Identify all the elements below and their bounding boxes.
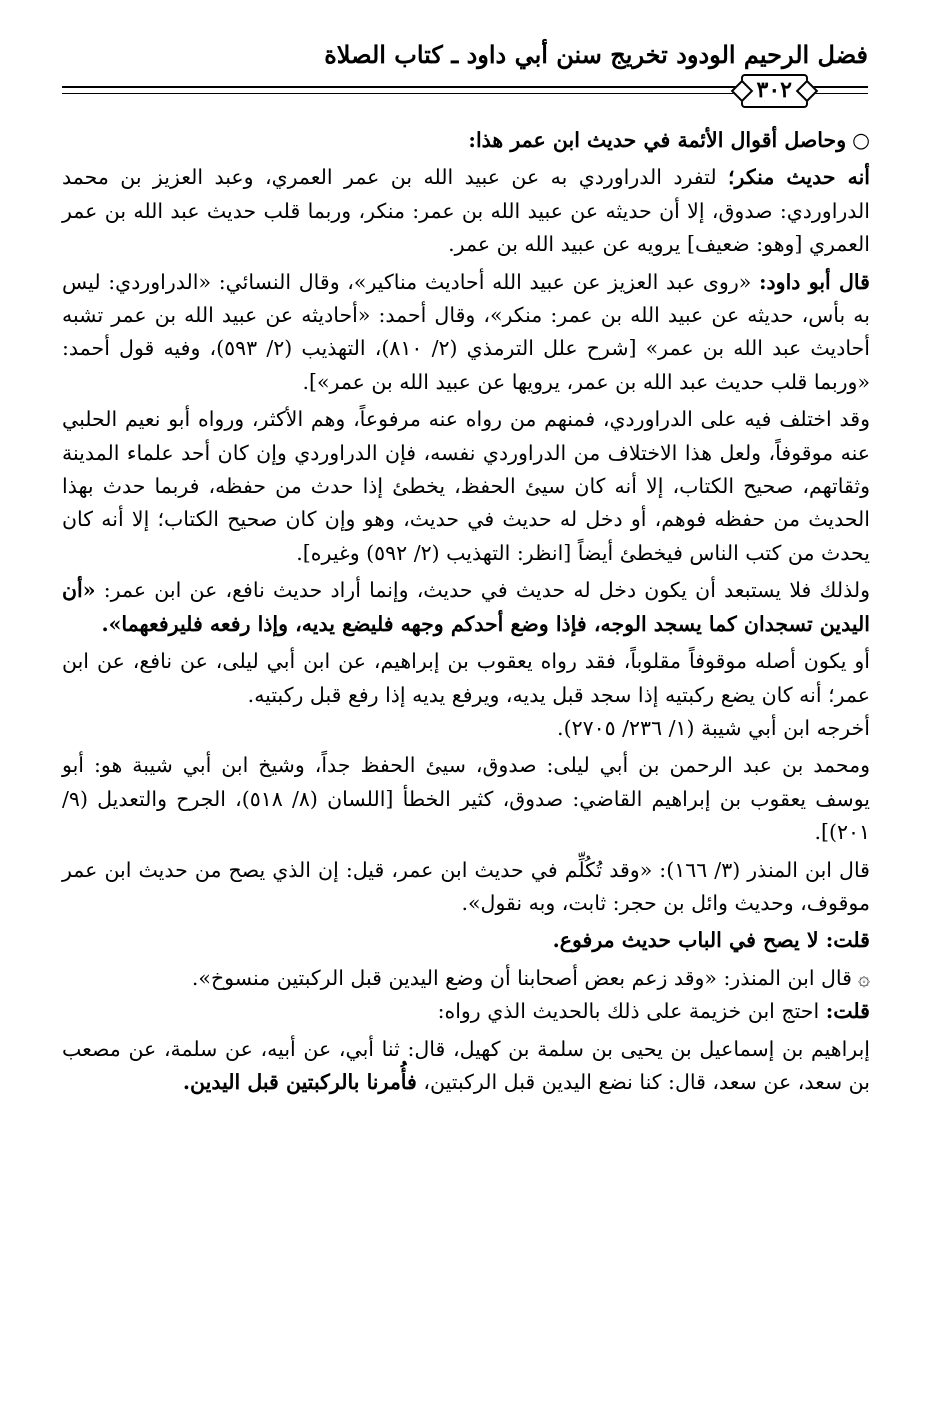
paragraph-text: قال ابن المنذر (٣/ ١٦٦): «وقد تُكُلِّم في حديث ابن عمر، قيل: إن الذي يصح من حديث ابن عمر موقوف، وحديث وائل بن حجر: ثابت، وبه نقول».: [62, 857, 870, 915]
paragraph: [62, 854, 870, 921]
paragraph-text: إبراهيم بن إسماعيل بن يحيى بن سلمة بن كهيل، قال: ثنا أبي، عن أبيه، عن سلمة، عن مصعب بن سعد، عن سعد، قال: كنا نضع اليدين قبل الركبتين،: [62, 1036, 870, 1094]
paragraph-text: وقد اختلف فيه على الدراوردي، فمنهم من رواه عنه مرفوعاً، وهم الأكثر، ورواه أبو نعيم الحلبي عنه موقوفاً، ولعل هذا الاختلاف من الدراوردي نفسه، فإن الدراوردي وإن كان أحد علماء المدينة وثقاتهم، صحيح الكتاب، إلا أنه كان سيئ الحفظ، يخطئ إذا حدث من حفظه، فربما حدث بهذا الحديث من حفظه فوهم، أو دخل له حديث في حديث، وهو وإن كان صحيح الكتاب؛ إلا أنه كان يحدث من كتب الناس فيخطئ أيضاً [انظر: التهذيب (٢/ ٥٩٢) وغيره].: [62, 407, 870, 565]
page-number-badge: [741, 74, 808, 108]
paragraph: [62, 962, 870, 1029]
paragraph: [62, 574, 870, 641]
paragraph-citation: أخرجه ابن أبي شيبة (١/ ٢٣٦/ ٢٧٠٥).: [557, 715, 870, 740]
paragraph-text: قال ابن المنذر: «وقد زعم بعض أصحابنا أن وضع اليدين قبل الركبتين منسوخ».: [191, 965, 852, 990]
paragraph: [62, 161, 870, 261]
running-title: فضل الرحيم الودود تخريج سنن أبي داود ـ كتاب الصلاة: [324, 40, 868, 69]
paragraph-lead: قال أبو داود:: [758, 269, 870, 294]
circle-bullet-icon: ○: [852, 128, 870, 152]
page-body: [62, 124, 870, 1099]
paragraph-text: احتج ابن خزيمة على ذلك بالحديث الذي رواه:: [437, 999, 826, 1024]
paragraph-lead: أنه حديث منكر؛: [728, 165, 871, 190]
paragraph-text: ولذلك فلا يستبعد أن يكون دخل له حديث في حديث، وإنما أراد حديث نافع، عن ابن عمر:: [95, 578, 870, 603]
ornament-bullet-icon: ۞: [857, 965, 870, 990]
paragraph-text: أو يكون أصله موقوفاً مقلوباً، فقد رواه يعقوب بن إبراهيم، عن ابن أبي ليلى، عن نافع، عن ابن عمر؛ أنه كان يضع ركبتيه إذا سجد قبل يديه، ويرفع يديه إذا رفع قبل ركبتيه.: [62, 649, 870, 707]
paragraph-text: ومحمد بن عبد الرحمن بن أبي ليلى: صدوق، سيئ الحفظ جداً، وشيخ ابن أبي شيبة هو: أبو يوسف يعقوب بن إبراهيم القاضي: صدوق، كثير الخطأ [اللسان (٨/ ٥١٨)، الجرح والتعديل (٩/ ٢٠١)].: [62, 753, 870, 845]
paragraph-hadith-quote: «أن اليدين تسجدان كما يسجد الوجه، فإذا وضع أحدكم وجهه فليضع يديه، وإذا رفعه فليرفعهما».: [62, 578, 870, 636]
paragraph-lead: قلت:: [825, 928, 870, 953]
page-number: ٣٠٢: [756, 77, 792, 103]
paragraph-text: وحاصل أقوال الأئمة في حديث ابن عمر هذا:: [468, 128, 847, 152]
paragraph: [62, 1033, 870, 1100]
paragraph-text: لتفرد الدراوردي به عن عبيد الله بن عمر العمري، وعبد العزيز بن محمد الدراوردي: صدوق، إلا أن حديثه عن عبيد الله بن عمر: منكر، وربما قلب حديث عبد الله بن عمر العمري [وهو: ضعيف] يرويه عن عبيد الله بن عمر.: [62, 165, 870, 257]
paragraph-hadith-quote: فأُمرنا بالركبتين قبل اليدين.: [182, 1069, 417, 1094]
paragraph-verdict: [62, 924, 870, 957]
paragraph: [62, 645, 870, 745]
paragraph-text: لا يصح في الباب حديث مرفوع.: [552, 928, 826, 953]
paragraph-summary-heading: [62, 124, 870, 157]
paragraph: [62, 266, 870, 400]
paragraph: [62, 403, 870, 570]
paragraph-text: «روى عبد العزيز عن عبيد الله أحاديث مناكير»، وقال النسائي: «الدراوردي: ليس به بأس، حديثه عن عبيد الله بن عمر: منكر»، وقال أحمد: «أحاديثه عن عبيد الله بن عمر تشبه أحاديث عبد الله بن عمر» [شرح علل الترمذي (٢/ ٨١٠)، التهذيب (٢/ ٥٩٣)، وفيه قول أحمد: «وربما قلب حديث عبد الله بن عمر، يرويها عن عبيد الله بن عمر»].: [62, 269, 871, 394]
paragraph-lead: قلت:: [825, 999, 870, 1024]
paragraph: [62, 749, 870, 849]
header-rule: [62, 76, 868, 106]
